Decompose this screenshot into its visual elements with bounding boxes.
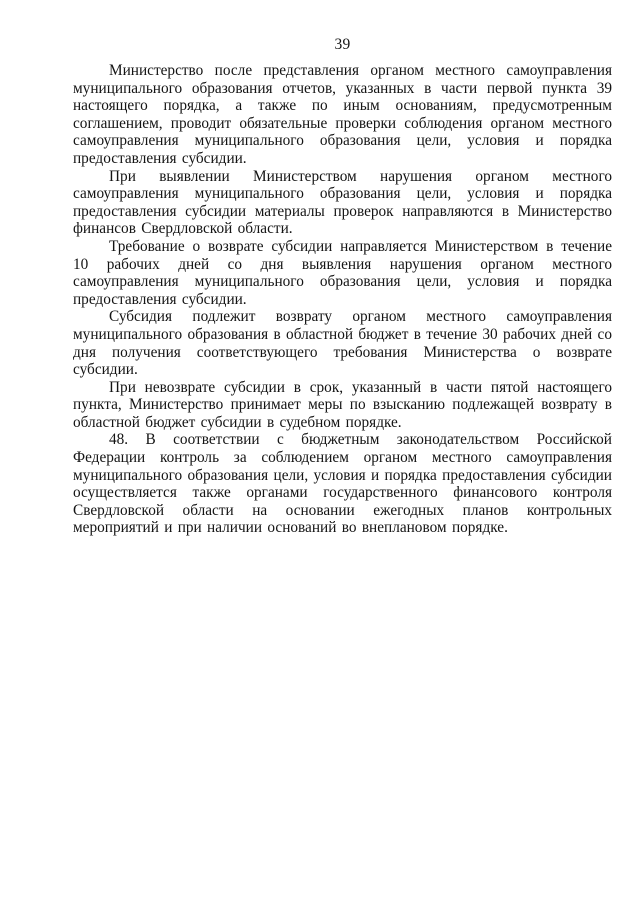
paragraph: Субсидия подлежит возврату органом местного самоуправления муниципального образования в областной бюджет в течение 30 рабочих дней со дня получения соответствующего требования Министерства о возврате субсидии. bbox=[73, 308, 612, 379]
page-number: 39 bbox=[334, 36, 351, 53]
paragraph: При невозврате субсидии в срок, указанный в части пятой настоящего пункта, Министерство принимает меры по взысканию подлежащей возврату в областной бюджет субсидии в судебном порядке. bbox=[73, 378, 612, 431]
paragraph: Требование о возврате субсидии направляется Министерством в течение 10 рабочих дней со дня выявления нарушения органом местного самоуправления муниципального образования цели, условия и порядка предоставления субсидии. bbox=[73, 237, 612, 308]
paragraph: 48. В соответствии с бюджетным законодательством Российской Федерации контроль за соблюдением органом местного самоуправления муниципального образования цели, условия и порядка предоставления субсидии осуществляется также органами государственного финансового контроля Свердловской области на основании ежегодных планов контрольных мероприятий и при наличии оснований во внеплановом порядке. bbox=[73, 431, 612, 537]
text-column bbox=[73, 36, 612, 537]
paragraph: При выявлении Министерством нарушения органом местного самоуправления муниципального образования цели, условия и порядка предоставления субсидии материалы проверок направляются в Министерство финансов Свердловской области. bbox=[73, 167, 612, 238]
document-body bbox=[73, 62, 612, 537]
paragraph: Министерство после представления органом местного самоуправления муниципального образования отчетов, указанных в части первой пункта 39 настоящего порядка, а также по иным основаниям, предусмотренным соглашением, проводит обязательные проверки соблюдения органом местного самоуправления муниципального образования цели, условия и порядка предоставления субсидии. bbox=[73, 62, 612, 167]
